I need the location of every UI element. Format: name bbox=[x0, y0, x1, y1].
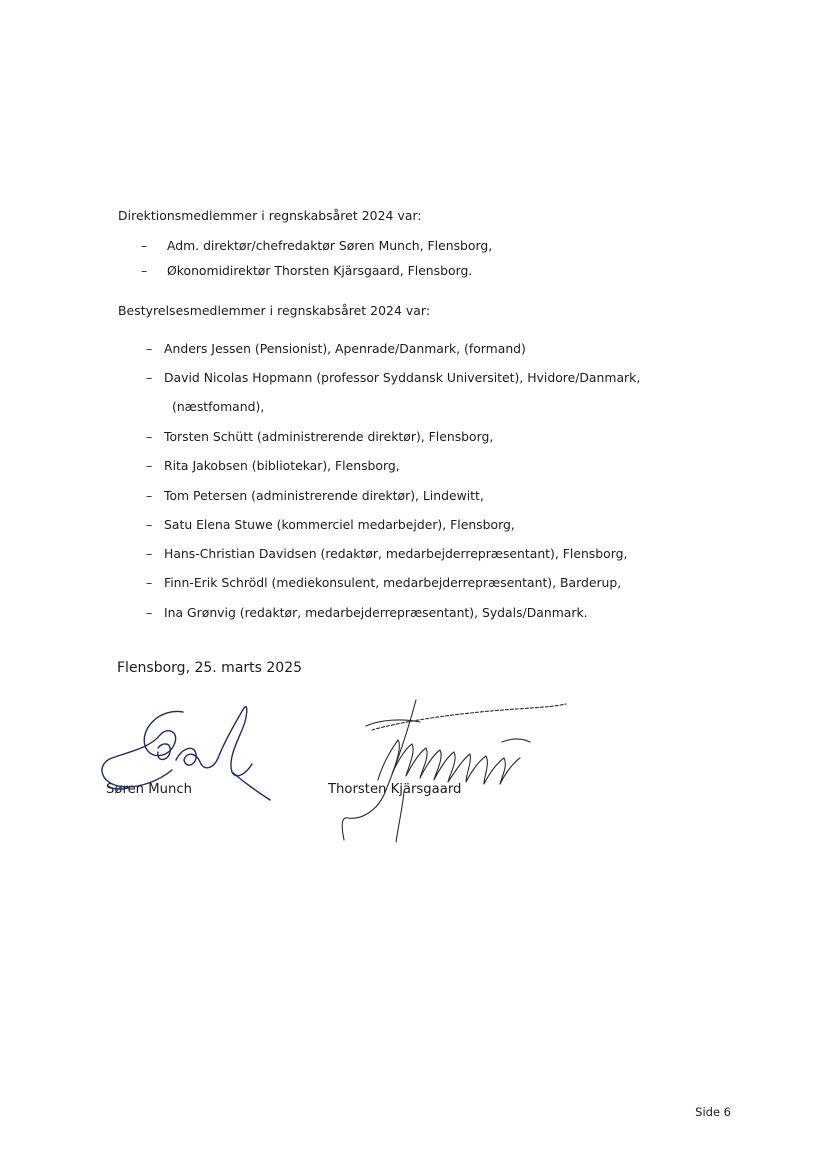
management-item: Adm. direktør/chefredaktør Søren Munch, Flensborg, bbox=[167, 238, 493, 253]
list-bullet: – bbox=[146, 458, 153, 473]
board-item: David Nicolas Hopmann (professor Syddansk Universitet), Hvidore/Danmark, bbox=[164, 370, 641, 385]
list-bullet: – bbox=[146, 546, 153, 561]
board-item: Rita Jakobsen (bibliotekar), Flensborg, bbox=[164, 458, 400, 473]
page-number: Side 6 bbox=[695, 1105, 731, 1119]
list-bullet: – bbox=[146, 575, 153, 590]
list-bullet: – bbox=[141, 238, 148, 253]
board-item: Hans-Christian Davidsen (redaktør, medarbejderrepræsentant), Flensborg, bbox=[164, 546, 628, 561]
management-heading: Direktionsmedlemmer i regnskabsåret 2024 var: bbox=[118, 208, 422, 223]
signature-right bbox=[342, 700, 566, 842]
list-bullet: – bbox=[146, 370, 153, 385]
board-item: Torsten Schütt (administrerende direktør), Flensborg, bbox=[164, 429, 494, 444]
list-bullet: – bbox=[146, 517, 153, 532]
board-item: Finn-Erik Schrödl (mediekonsulent, medarbejderrepræsentant), Barderup, bbox=[164, 575, 622, 590]
signatory-name-left: Søren Munch bbox=[106, 782, 192, 797]
board-item-continuation: (næstfomand), bbox=[172, 399, 265, 414]
list-bullet: – bbox=[146, 605, 153, 620]
board-item: Anders Jessen (Pensionist), Apenrade/Danmark, (formand) bbox=[164, 341, 526, 356]
list-bullet: – bbox=[146, 488, 153, 503]
board-heading: Bestyrelsesmedlemmer i regnskabsåret 2024 var: bbox=[118, 303, 431, 318]
board-item: Tom Petersen (administrerende direktør), Lindewitt, bbox=[164, 488, 484, 503]
list-bullet: – bbox=[146, 429, 153, 444]
list-bullet: – bbox=[141, 263, 148, 278]
signatory-name-right: Thorsten Kjärsgaard bbox=[328, 782, 462, 797]
place-date: Flensborg, 25. marts 2025 bbox=[117, 660, 303, 676]
management-item: Økonomidirektør Thorsten Kjärsgaard, Flensborg. bbox=[167, 263, 473, 278]
board-item: Ina Grønvig (redaktør, medarbejderrepræsentant), Sydals/Danmark. bbox=[164, 605, 588, 620]
board-item: Satu Elena Stuwe (kommerciel medarbejder), Flensborg, bbox=[164, 517, 515, 532]
list-bullet: – bbox=[146, 341, 153, 356]
